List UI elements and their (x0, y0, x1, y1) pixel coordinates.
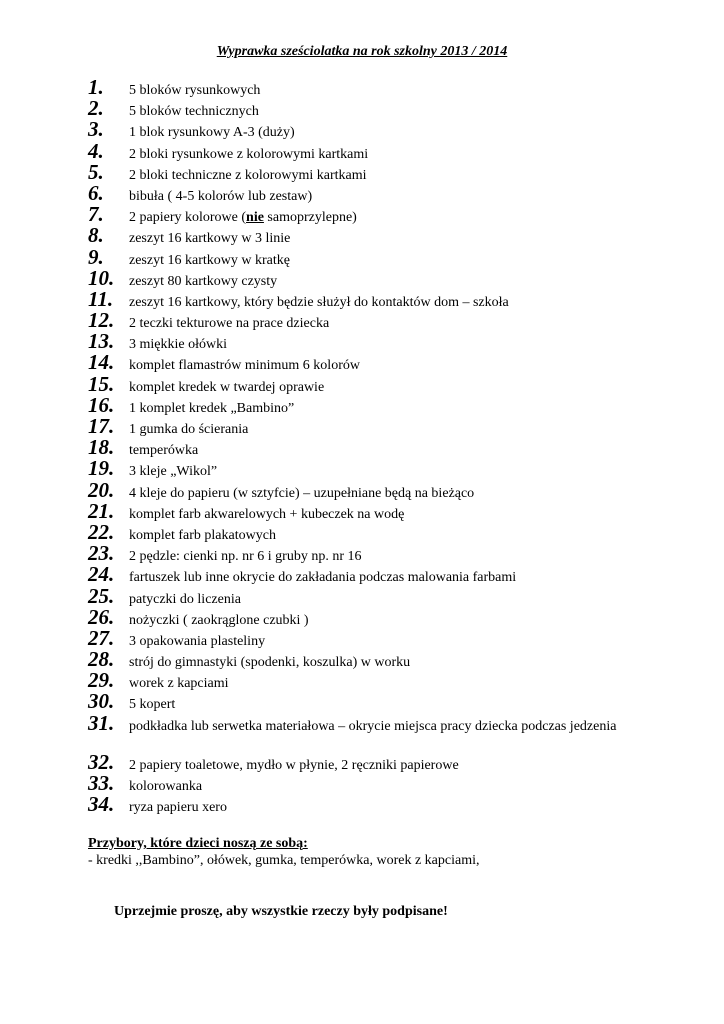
item-number: 34. (88, 792, 115, 816)
item-number: 14. (88, 350, 115, 375)
list-item (88, 604, 618, 629)
item-number: 9. (88, 244, 104, 269)
list-item (88, 689, 618, 714)
item-text: patyczki do liczenia (129, 591, 241, 607)
item-text: komplet farb plakatowych (129, 527, 276, 543)
item-text: 2 teczki tekturowe na prace dziecka (129, 316, 330, 332)
item-number: 20. (88, 477, 115, 502)
item-text: ryza papieru xero (129, 800, 227, 815)
list-item (88, 668, 618, 693)
list-item (88, 562, 618, 587)
item-number: 28. (88, 647, 115, 672)
item-number: 25. (88, 583, 115, 608)
item-text-before: 2 papiery kolorowe ( (129, 210, 247, 226)
list-item (88, 456, 618, 481)
item-text: 1 gumka do ścierania (129, 422, 249, 437)
item-text: 1 komplet kredek „Bambino” (129, 400, 295, 416)
item-text: 3 kleje „Wikol” (129, 464, 218, 480)
item-text: bibuła ( 4-5 kolorów lub zestaw) (129, 188, 313, 204)
item-text: 2 pędzle: cienki np. nr 6 i gruby np. nr 16 (129, 549, 362, 565)
list-item (88, 647, 618, 672)
list-item (88, 477, 618, 502)
item-text: kolorowanka (129, 778, 203, 794)
item-text-emphasis: nie (246, 210, 264, 226)
item-number: 5. (88, 159, 104, 184)
list-item (88, 414, 618, 438)
list-item (88, 392, 618, 417)
item-number: 11. (88, 286, 114, 311)
list-item (88, 329, 618, 354)
item-text: 2 bloki techniczne z kolorowymi kartkami (129, 167, 367, 183)
item-number: 22. (88, 519, 115, 544)
item-number: 24. (88, 562, 115, 587)
item-text: zeszyt 16 kartkowy w 3 linie (129, 231, 291, 247)
closing-note: Uprzejmie proszę, aby wszystkie rzeczy były podpisane! (114, 904, 448, 919)
item-text: 5 bloków rysunkowych (129, 83, 261, 98)
item-number: 15. (88, 371, 115, 396)
list-item (88, 498, 618, 523)
item-text: zeszyt 16 kartkowy, który będzie służył do kontaktów dom – szkoła (129, 294, 509, 310)
list-item (88, 350, 618, 375)
list-item (88, 244, 618, 269)
item-text: 3 opakowania plasteliny (129, 633, 266, 649)
item-number: 27. (88, 625, 115, 650)
item-text: 2 bloki rysunkowe z kolorowymi kartkami (129, 146, 369, 162)
list-item (88, 371, 618, 396)
item-number: 32. (88, 749, 115, 774)
supply-list (88, 75, 618, 816)
item-number: 21. (88, 498, 115, 523)
list-item (88, 792, 618, 816)
item-text: zeszyt 16 kartkowy w kratkę (129, 252, 290, 268)
item-text: komplet flamastrów minimum 6 kolorów (129, 358, 360, 374)
item-number: 8. (88, 223, 104, 248)
list-item (88, 308, 618, 333)
list-item (88, 541, 618, 566)
przybory-heading: Przybory, które dzieci noszą ze sobą: (88, 836, 308, 851)
item-number: 2. (88, 96, 104, 121)
list-item (88, 625, 618, 650)
list-item (88, 519, 618, 544)
item-text: 1 blok rysunkowy A-3 (duży) (129, 125, 295, 141)
list-item (88, 710, 618, 753)
item-text: komplet kredek w twardej oprawie (129, 379, 325, 395)
item-text: worek z kapciami (129, 676, 229, 692)
item-number: 23. (88, 541, 115, 566)
item-text: temperówka (129, 443, 199, 459)
list-item (88, 223, 618, 248)
item-text: 4 kleje do papieru (w sztyfcie) – uzupełniane będą na bieżąco (129, 485, 475, 501)
item-number: 3. (88, 117, 104, 142)
item-text: zeszyt 80 kartkowy czysty (129, 273, 278, 289)
item-text-after: samoprzylepne) (263, 210, 357, 226)
list-item (88, 117, 618, 142)
item-text: strój do gimnastyki (spodenki, koszulka) w worku (129, 655, 411, 671)
item-text: komplet farb akwarelowych + kubeczek na wodę (129, 506, 405, 522)
item-number: 33. (88, 770, 115, 795)
item-text: 2 papiery toaletowe, mydło w płynie, 2 ręczniki papierowe (129, 757, 459, 773)
item-number: 16. (88, 392, 115, 417)
item-text: podkładka lub serwetka materiałowa – okrycie miejsca pracy dziecka podczas jedzenia (129, 718, 617, 734)
item-text: fartuszek lub inne okrycie do zakładania podczas malowania farbami (129, 570, 517, 586)
list-item (88, 265, 618, 290)
item-number: 1. (88, 75, 104, 99)
item-number: 19. (88, 456, 115, 481)
item-text: 5 kopert (129, 697, 176, 713)
list-item (88, 75, 618, 99)
item-text: nożyczki ( zaokrąglone czubki ) (129, 612, 309, 628)
item-text: 3 miękkie ołówki (129, 337, 227, 353)
list-item (88, 180, 618, 205)
item-text: 5 bloków technicznych (129, 104, 259, 120)
item-text (129, 205, 618, 227)
list-item (88, 770, 618, 795)
item-number: 4. (88, 138, 104, 163)
list-item (88, 583, 618, 608)
list-item (88, 202, 618, 227)
list-item (88, 159, 618, 184)
item-number: 26. (88, 604, 115, 629)
item-number: 6. (88, 180, 104, 205)
list-item (88, 749, 618, 774)
list-item (88, 138, 618, 163)
item-number: 17. (88, 414, 115, 438)
item-number: 12. (88, 308, 115, 333)
page-title: Wyprawka sześciolatka na rok szkolny 2013 / 2014 (216, 44, 508, 59)
list-item (88, 435, 618, 460)
item-number: 10. (88, 265, 115, 290)
przybory-line: - kredki ,,Bambino”, ołówek, gumka, temperówka, worek z kapciami, (88, 853, 480, 868)
list-item (88, 96, 618, 121)
item-number: 13. (88, 329, 115, 354)
item-number: 31. (88, 710, 115, 735)
item-number: 29. (88, 668, 115, 693)
item-number: 30. (88, 689, 115, 714)
item-number: 7. (88, 202, 104, 227)
list-item (88, 286, 618, 311)
item-number: 18. (88, 435, 115, 460)
